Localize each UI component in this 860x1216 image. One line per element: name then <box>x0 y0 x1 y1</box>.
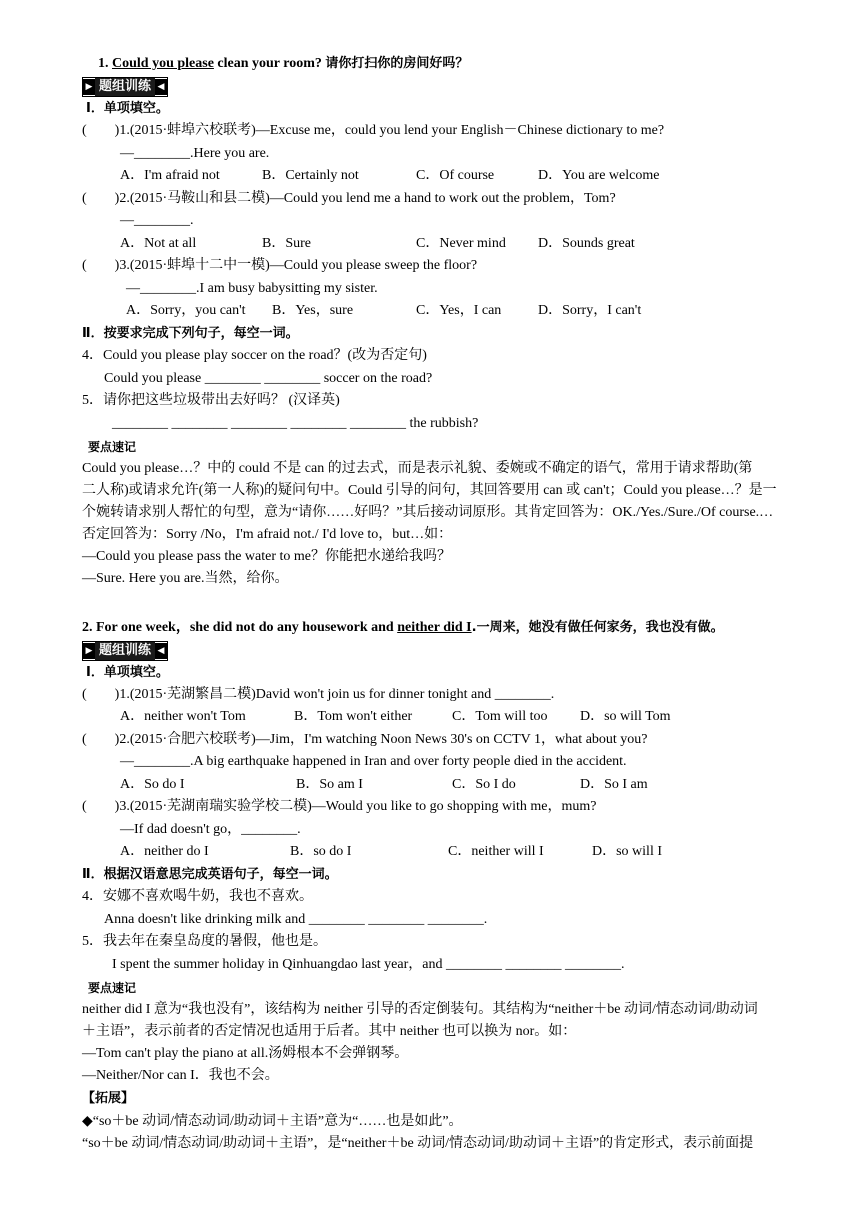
note-line: 二人称)或请求允许(第一人称)的疑问句中。Could 引导的问句，其回答要用 can 或 can't；Could you please…？是一 <box>82 483 777 498</box>
s2-question-5-line: I spent the summer holiday in Qinhuangdao last year，and ________ ________ ________. <box>112 957 625 972</box>
s1-q1-option-a: A．I'm afraid not <box>120 168 220 183</box>
s2-q3-option-a: A．neither do I <box>120 844 209 859</box>
s1-question-5-line: ________ ________ ________ ________ ________ the rubbish? <box>112 416 479 431</box>
play-icon: ▶ <box>83 643 95 659</box>
s1-question-1-answer-line: —________.Here you are. <box>120 146 270 161</box>
note-line: ＋主语”，表示前者的否定情况也适用于后者。其中 neither 也可以换为 nor。如： <box>82 1024 577 1039</box>
s1-question-4: 4．Could you please play soccer on the road？(改为否定句) <box>82 348 427 363</box>
s2-question-2: ( )2.(2015·合肥六校联考)—Jim，I'm watching Noon News 30's on CCTV 1，what about you? <box>82 732 648 747</box>
s1-q2-option-d: D．Sounds great <box>538 236 635 251</box>
section2-extension-title: 【拓展】 <box>82 1091 135 1106</box>
s2-q2-option-b: B．So am I <box>296 777 363 792</box>
s2-question-2-answer-line: —________.A big earthquake happened in Iran and over forty people died in the accident. <box>120 754 627 769</box>
section2-badge <box>82 641 168 661</box>
s2-q1-option-c: C．Tom will too <box>452 709 548 724</box>
badge-label: 题组训练 <box>95 78 155 96</box>
section1-part1-heading: Ⅰ．单项填空。 <box>86 101 169 116</box>
section1-title <box>98 54 468 74</box>
s2-q1-option-d: D．so will Tom <box>580 709 671 724</box>
note-line: 个婉转请求别人帮忙的句型，意为“请你……好吗？”其后接动词原形。其肯定回答为：OK./Yes./Sure./Of course.… <box>82 505 774 520</box>
s1-q3-option-d: D．Sorry，I can't <box>538 303 642 318</box>
s1-q1-option-d: D．You are welcome <box>538 168 660 183</box>
section2-title-start: 2. For one week，she did not do any housework and <box>82 620 398 635</box>
s1-q2-option-a: A．Not at all <box>120 236 197 251</box>
s2-q2-option-d: D．So I am <box>580 777 648 792</box>
s1-question-2: ( )2.(2015·马鞍山和县二模)—Could you lend me a hand to work out the problem，Tom? <box>82 191 616 206</box>
s2-q1-option-a: A．neither won't Tom <box>120 709 246 724</box>
section2-title <box>82 618 724 638</box>
section2-key-phrase: neither did I <box>397 620 472 635</box>
s1-q1-option-c: C．Of course <box>416 168 495 183</box>
note-line: —Tom can't play the piano at all.汤姆根本不会弹钢琴。 <box>82 1046 409 1061</box>
s2-question-3: ( )3.(2015·芜湖南瑞实验学校二模)—Would you like to go shopping with me，mum? <box>82 799 597 814</box>
play-icon: ▶ <box>83 79 95 95</box>
s1-q2-option-b: B．Sure <box>262 236 311 251</box>
note-line: —Could you please pass the water to me？你能把水递给我吗？ <box>82 549 452 564</box>
note-line: Could you please…？中的 could 不是 can 的过去式，而是表示礼貌、委婉或不确定的语气，常用于请求帮助(第 <box>82 461 753 476</box>
extension-line: ◆“so＋be 动词/情态动词/助动词＋主语”意为“……也是如此”。 <box>82 1114 463 1129</box>
s1-question-1: ( )1.(2015·蚌埠六校联考)—Excuse me，could you lend your English－Chinese dictionary to me? <box>82 123 665 138</box>
s1-q2-option-c: C．Never mind <box>416 236 506 251</box>
back-icon: ◀ <box>155 643 167 659</box>
note-line: —Neither/Nor can I．我也不会。 <box>82 1068 279 1083</box>
section2-part2-heading: Ⅱ．根据汉语意思完成英语句子，每空一词。 <box>82 867 338 882</box>
s1-question-4-line: Could you please ________ ________ soccer on the road? <box>104 371 433 386</box>
s2-q3-option-c: C．neither will I <box>448 844 544 859</box>
s2-question-1: ( )1.(2015·芜湖繁昌二模)David won't join us for dinner tonight and ________. <box>82 687 555 702</box>
s1-q3-option-a: A．Sorry，you can't <box>126 303 246 318</box>
s2-q1-option-b: B．Tom won't either <box>294 709 413 724</box>
extension-line: “so＋be 动词/情态动词/助动词＋主语”，是“neither＋be 动词/情态动词/助动词＋主语”的肯定形式，表示前面提 <box>82 1136 754 1151</box>
s2-question-5: 5．我去年在秦皇岛度的暑假，他也是。 <box>82 934 327 949</box>
section2-part1-heading: Ⅰ．单项填空。 <box>86 665 169 680</box>
section1-title-rest: clean your room? <box>213 56 322 71</box>
section1-notes <box>82 458 812 590</box>
s1-question-2-answer-line: —________. <box>120 213 194 228</box>
section2-extension <box>82 1111 812 1155</box>
s1-question-3-answer-line: —________.I am busy babysitting my sister. <box>126 281 378 296</box>
section1-title-cn: 请你打扫你的房间好吗？ <box>325 56 469 71</box>
s2-question-4: 4．安娜不喜欢喝牛奶，我也不喜欢。 <box>82 889 313 904</box>
back-icon: ◀ <box>155 79 167 95</box>
note-line: 否定回答为：Sorry /No，I'm afraid not./ I'd love to，but…如： <box>82 527 453 542</box>
s1-q3-option-b: B．Yes，sure <box>272 303 354 318</box>
section1-key-phrase: Could you please <box>112 56 214 71</box>
s2-question-3-answer-line: —If dad doesn't go，________. <box>120 822 301 837</box>
badge-label: 题组训练 <box>95 642 155 660</box>
section2-notes <box>82 999 812 1087</box>
section2-title-cn: .一周来，她没有做任何家务，我也没有做。 <box>471 620 724 635</box>
section1-part2-heading: Ⅱ．按要求完成下列句子，每空一词。 <box>82 326 299 341</box>
section2-notes-title: 要点速记 <box>88 981 137 995</box>
s2-q2-option-a: A．So do I <box>120 777 185 792</box>
s2-q3-option-b: B．so do I <box>290 844 352 859</box>
section1-badge <box>82 77 168 97</box>
s1-q1-option-b: B．Certainly not <box>262 168 359 183</box>
s2-q3-option-d: D．so will I <box>592 844 662 859</box>
section1-notes-title: 要点速记 <box>88 440 137 454</box>
note-line: —Sure. Here you are.当然，给你。 <box>82 571 289 586</box>
section1-number: 1. <box>98 56 109 71</box>
s1-question-5: 5．请你把这些垃圾带出去好吗？ (汉译英) <box>82 393 340 408</box>
s2-question-4-line: Anna doesn't like drinking milk and ________ ________ ________. <box>104 912 488 927</box>
note-line: neither did I 意为“我也没有”，该结构为 neither 引导的否定倒装句。其结构为“neither＋be 动词/情态动词/助动词 <box>82 1002 758 1017</box>
s1-q3-option-c: C．Yes，I can <box>416 303 502 318</box>
s1-question-3: ( )3.(2015·蚌埠十二中一模)—Could you please sweep the floor? <box>82 258 478 273</box>
s2-q2-option-c: C．So I do <box>452 777 516 792</box>
